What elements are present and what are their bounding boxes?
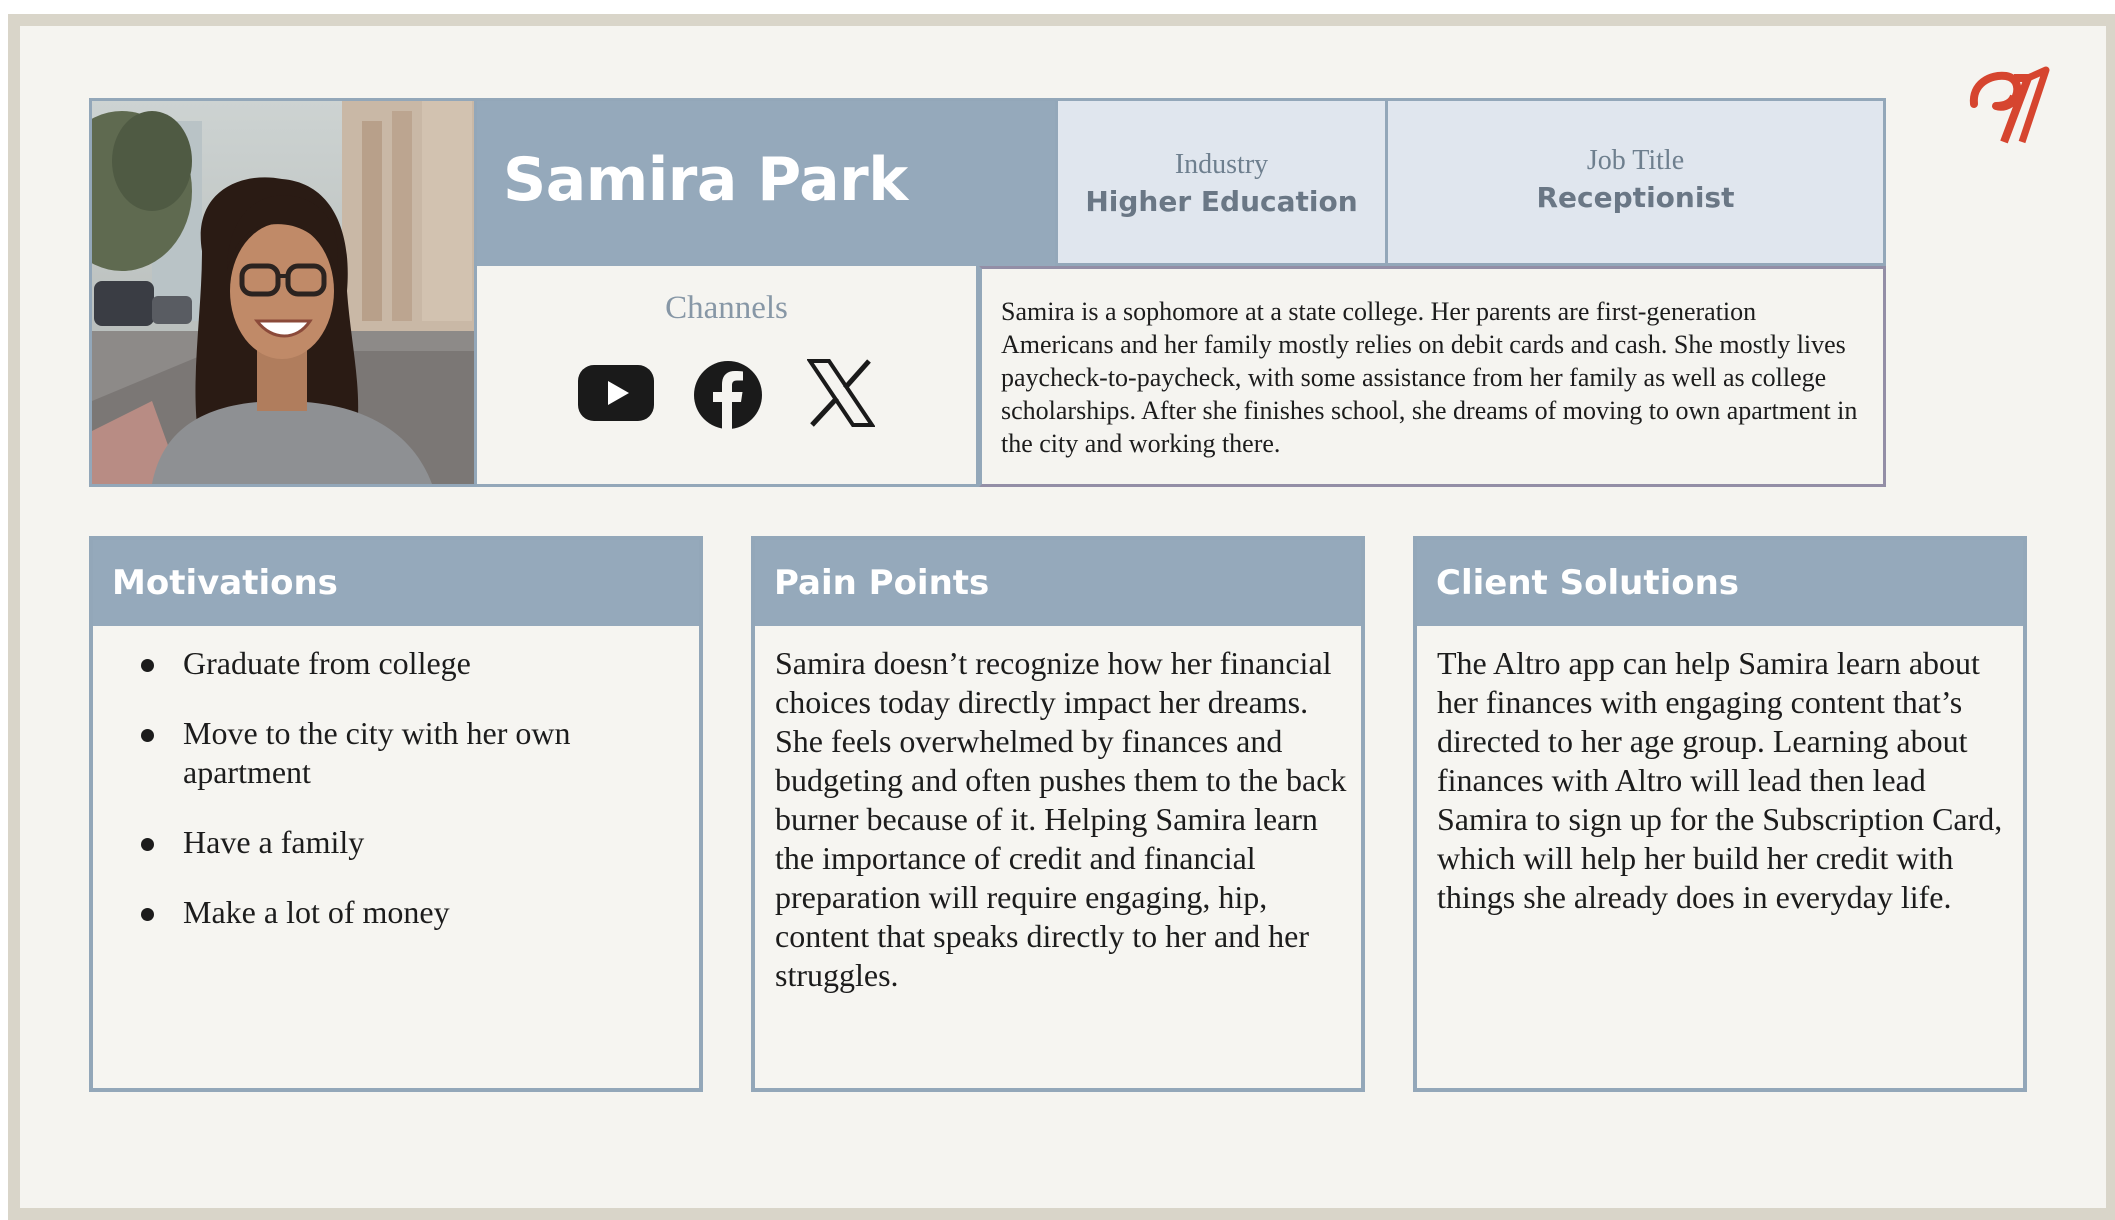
client-solutions-header (1417, 540, 2023, 626)
list-item: Have a family (113, 823, 685, 862)
persona-photo (89, 98, 477, 487)
logo-icon (1966, 66, 2050, 150)
bio-panel (979, 266, 1886, 487)
motivations-header (93, 540, 699, 626)
industry-value: Higher Education (1085, 185, 1358, 218)
job-title-label: Job Title (1586, 145, 1685, 176)
motivations-card (89, 536, 703, 1092)
pain-points-header (755, 540, 1361, 626)
x-icon[interactable] (807, 358, 875, 428)
channels-label: Channels (665, 290, 788, 326)
list-item: Graduate from college (113, 644, 685, 683)
motivations-title: Motivations (112, 563, 338, 603)
industry-label: Industry (1174, 149, 1269, 180)
youtube-icon[interactable] (577, 364, 655, 422)
pain-points-title: Pain Points (774, 563, 990, 603)
bio-text: Samira is a sophomore at a state college. Her parents are first-generation Americans and her family mostly relies on debit cards and cash. She mostly lives paycheck-to-paycheck, with some assistance from her family as well as college scholarships. After she finishes school, she dreams of moving to own apartment in the city and working there. (1001, 297, 1858, 458)
list-item: Move to the city with her own apartment (113, 714, 685, 792)
job-title-value: Receptionist (1536, 181, 1735, 214)
client-solutions-card (1413, 536, 2027, 1092)
list-item: Make a lot of money (113, 893, 685, 932)
job-title-box (1385, 98, 1886, 266)
pain-points-card (751, 536, 1365, 1092)
persona-name: Samira Park (503, 145, 908, 215)
industry-box (1055, 98, 1388, 266)
pain-points-text: Samira doesn’t recognize how her financial choices today directly impact her dreams. She feels overwhelmed by finances and budgeting and often pushes them to the back burner because of it. Helping Samira learn the importance of credit and financial preparation will require engaging, hip, content that speaks directly to her and her struggles. (775, 645, 1347, 993)
channels-panel (477, 266, 979, 487)
client-solutions-text: The Altro app can help Samira learn about her finances with engaging content that’s directed to her age group. Learning about finances with Altro will lead then lead Samira to sign up for the Subscription Card, which will help her build her credit with things she already does in everyday life. (1437, 645, 2003, 915)
client-solutions-title: Client Solutions (1436, 563, 1740, 603)
name-header (477, 98, 1055, 266)
motivations-list (113, 644, 685, 932)
facebook-icon[interactable] (693, 360, 763, 430)
